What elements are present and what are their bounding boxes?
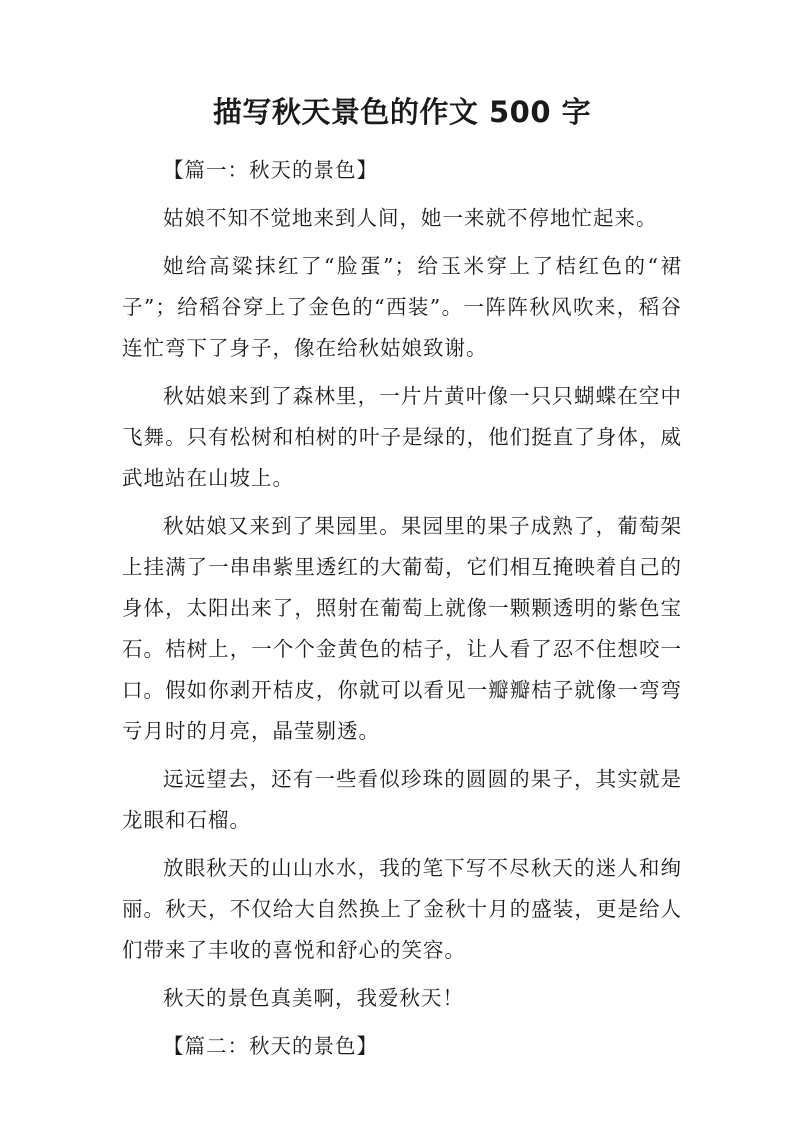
paragraph: 放眼秋天的山山水水，我的笔下写不尽秋天的迷人和绚丽。秋天，不仅给大自然换上了金秋十月的盛装，更是给人们带来了丰收的喜悦和舒心的笑容。 xyxy=(122,856,682,962)
paragraph: 远远望去，还有一些看似珍珠的圆圆的果子，其实就是龙眼和石榴。 xyxy=(122,767,682,832)
document-title: 描写秋天景色的作文 500 字 xyxy=(212,95,592,129)
paragraph: 姑娘不知不觉地来到人间，她一来就不停地忙起来。 xyxy=(163,206,658,230)
paragraph: 她给高粱抹红了“脸蛋”；给玉米穿上了桔红色的“裙子”；给稻谷穿上了金色的“西装”。一阵阵秋风吹来，稻谷连忙弯下了身子，像在给秋姑娘致谢。 xyxy=(122,254,682,360)
section-heading-2: 【篇二：秋天的景色】 xyxy=(163,1034,378,1058)
document-body xyxy=(122,150,682,1067)
paragraph: 秋姑娘又来到了果园里。果园里的果子成熟了，葡萄架上挂满了一串串紫里透红的大葡萄，它们相互掩映着自己的身体，太阳出来了，照射在葡萄上就像一颗颗透明的紫色宝石。桔树上，一个个金黄色的桔子，让人看了忍不住想咬一口。假如你剥开桔皮，你就可以看见一瓣瓣桔子就像一弯弯亏月时的月亮，晶莹剔透。 xyxy=(122,514,682,743)
section-heading-1: 【篇一：秋天的景色】 xyxy=(163,158,378,182)
paragraph: 秋天的景色真美啊，我爱秋天！ xyxy=(163,986,464,1010)
paragraph: 秋姑娘来到了森林里，一片片黄叶像一只只蝴蝶在空中飞舞。只有松树和柏树的叶子是绿的，他们挺直了身体，威武地站在山坡上。 xyxy=(122,384,682,490)
